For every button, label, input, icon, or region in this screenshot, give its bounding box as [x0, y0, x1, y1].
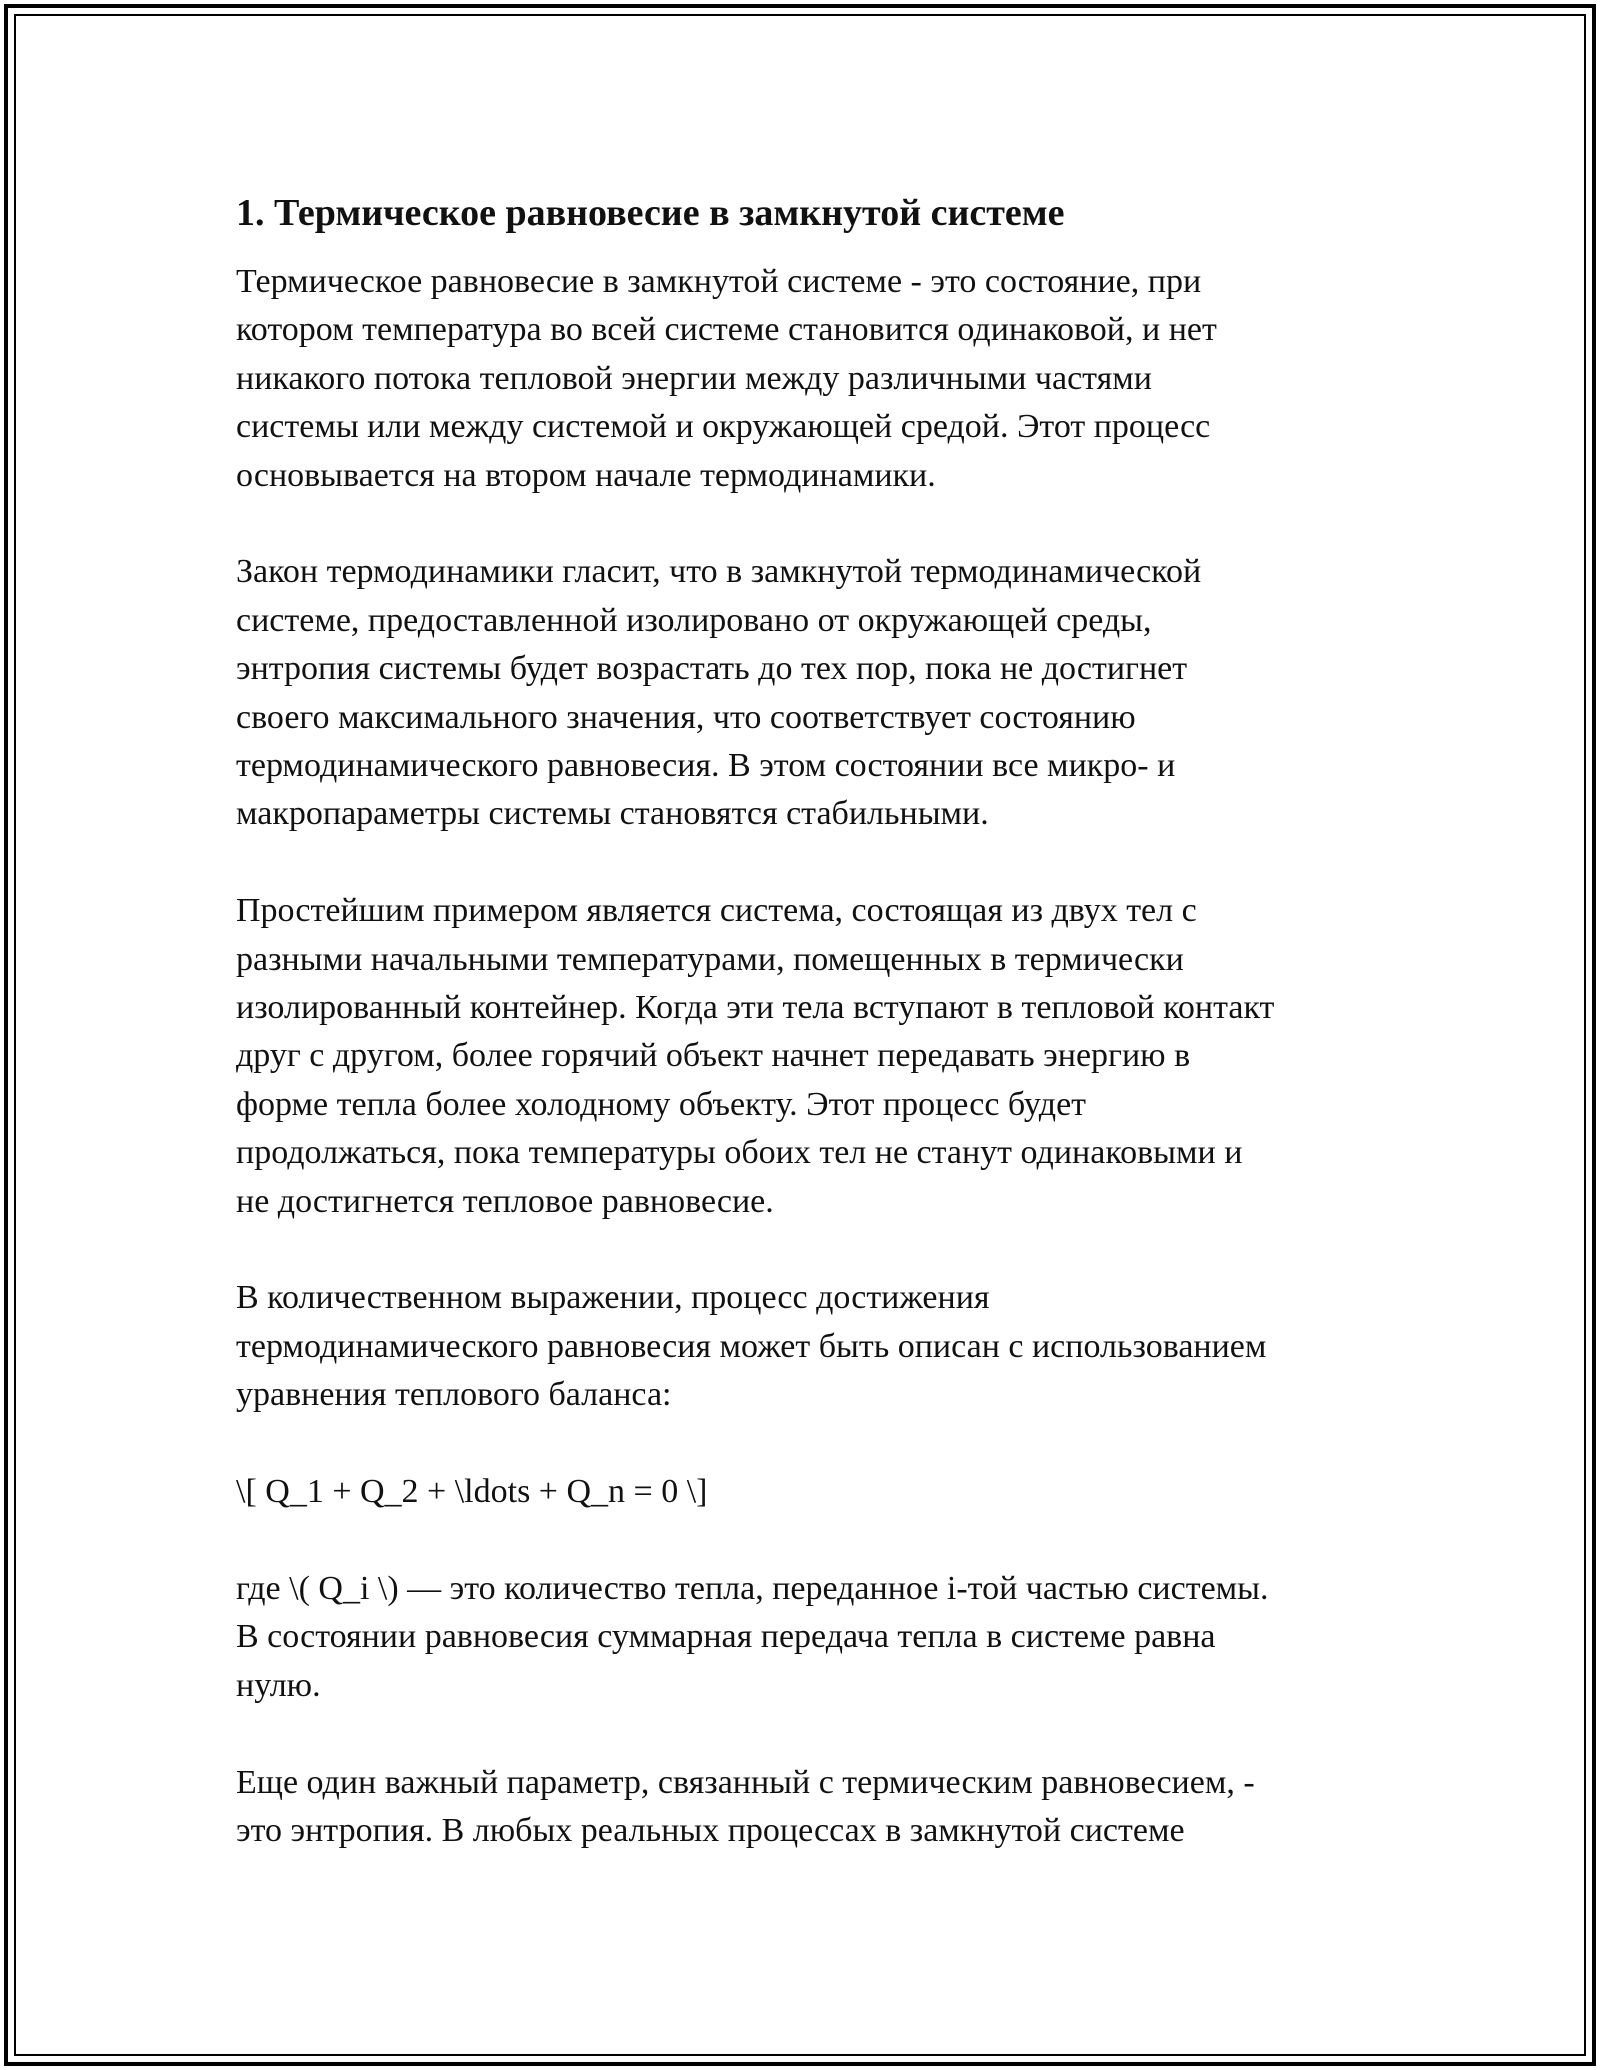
equation-heat-balance: \[ Q_1 + Q_2 + \ldots + Q_n = 0 \]	[236, 1473, 708, 1511]
paragraph-quantitative: В количественном выражении, процесс достижения термодинамического равновесия может быть описан с использованием уравнения теплового баланса:	[236, 1279, 1267, 1414]
paragraph-entropy: Еще один важный параметр, связанный с термическим равновесием, - это энтропия. В любых реальных процессах в замкнутой системе	[236, 1763, 1255, 1849]
document-body	[236, 188, 1396, 1904]
paragraph-law: Закон термодинамики гласит, что в замкнутой термодинамической системе, предоставленной изолировано от окружающей среды, энтропия системы будет возрастать до тех пор, пока не достигнет своего максимального значения, что соответствует состоянию термодинамического равновесия. В этом состоянии все микро- и макропараметры системы становятся стабильными.	[236, 553, 1202, 833]
paragraph-definition: Термическое равновесие в замкнутой системе - это состояние, при котором температура во всей системе становится одинаковой, и нет никакого потока тепловой энергии между различными частями системы или между системой и окружающей средой. Этот процесс основывается на втором начале термодинамики.	[236, 263, 1217, 494]
section-title: 1. Термическое равновесие в замкнутой системе	[236, 192, 1065, 234]
paragraph-equation-explanation: где \( Q_i \) — это количество тепла, переданное i-той частью системы. В состоянии равновесия суммарная передача тепла в системе равна нулю.	[236, 1569, 1269, 1704]
paragraph-example: Простейшим примером является система, состоящая из двух тел с разными начальными температурами, помещенных в термически изолированный контейнер. Когда эти тела вступают в тепловой контакт друг с другом, более горячий объект начнет передавать энергию в форме тепла более холодному объекту. Этот процесс будет продолжаться, пока температуры обоих тел не станут одинаковыми и не достигнется тепловое равновесие.	[236, 892, 1275, 1220]
